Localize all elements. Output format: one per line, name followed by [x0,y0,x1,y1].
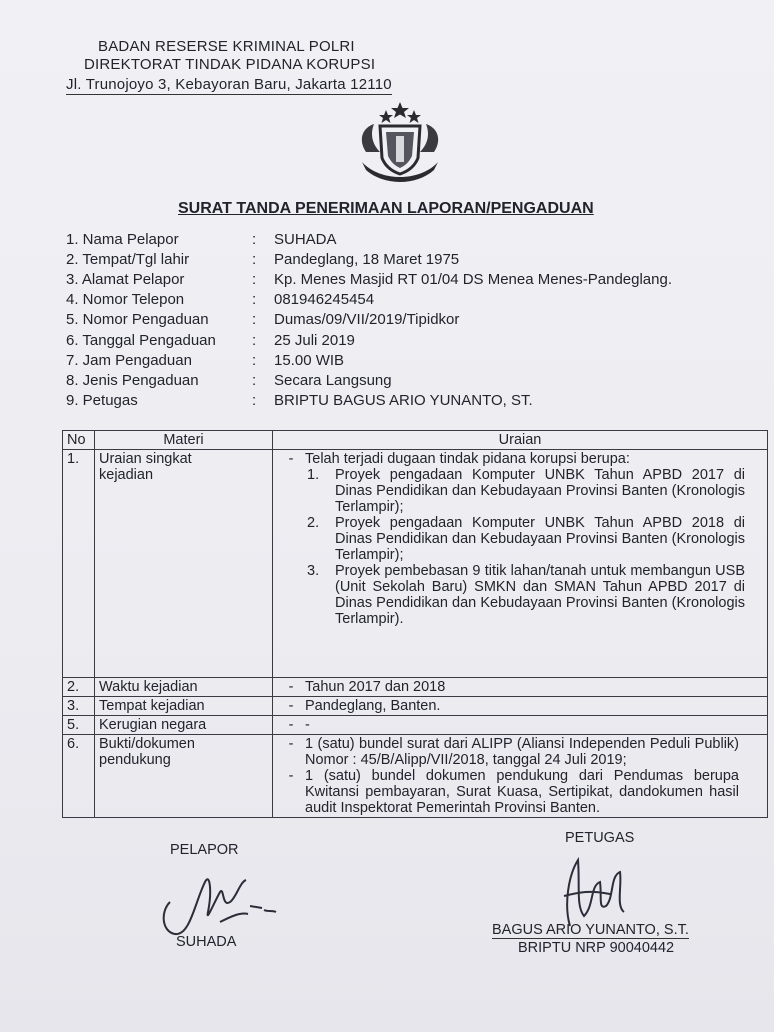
list-item-dash: - [288,768,294,784]
row-uraian [273,735,768,818]
petugas-role: PETUGAS [565,830,635,846]
field-colon: : [252,352,257,369]
col-header-no: No [63,431,95,450]
field-colon: : [252,291,257,308]
col-header-uraian: Uraian [273,431,768,450]
row-no: 1. [63,450,95,678]
pelapor-role: PELAPOR [170,842,239,858]
field-label: 5. Nomor Pengaduan [66,311,209,328]
row-dash: - [288,451,294,467]
row-uraian [273,450,768,678]
list-item-text: 1 (satu) bundel dokumen pendukung dari Pendumas berupa Kwitansi pembayaran, Surat Kuasa, Sertipikat, dandokumen hasil audit Inspektorat Pemerintah Provinsi Banten. [305,768,739,816]
row-value: Tahun 2017 dan 2018 [305,679,446,695]
header-directorate: DIREKTORAT TINDAK PIDANA KORUPSI [84,56,376,73]
project-list [277,467,745,627]
pelapor-name: SUHADA [176,934,237,950]
field-colon: : [252,311,257,328]
list-item [277,768,739,816]
list-item-text: Proyek pengadaan Komputer UNBK Tahun APBD 2017 di Dinas Pendidikan dan Kebudayaan Provinsi Banten (Kronologis Terlampir); [335,467,745,515]
row-no: 6. [63,735,95,818]
petugas-rank: BRIPTU NRP 90040442 [518,940,675,956]
field-label: 8. Jenis Pengaduan [66,372,199,389]
field-value: BRIPTU BAGUS ARIO YUNANTO, ST. [274,392,533,409]
list-item-number: 1. [307,467,320,483]
field-colon: : [252,271,257,288]
row-uraian [273,678,768,697]
table-header-row [63,431,768,450]
row-materi: Waktu kejadian [95,678,273,697]
field-value: Secara Langsung [274,372,392,389]
field-value: SUHADA [274,231,337,248]
field-colon: : [252,372,257,389]
field-label: 7. Jam Pengaduan [66,352,192,369]
row-intro: Telah terjadi dugaan tindak pidana korupsi berupa: [305,451,630,467]
field-label: 9. Petugas [66,392,138,409]
field-value: Dumas/09/VII/2019/Tipidkor [274,311,460,328]
row-value: Pandeglang, Banten. [305,698,441,714]
header-address: Jl. Trunojoyo 3, Kebayoran Baru, Jakarta 12110 [66,76,392,93]
row-dash: - [288,698,294,714]
field-value: 15.00 WIB [274,352,345,369]
row-no: 3. [63,697,95,716]
list-item-text: Proyek pembebasan 9 titik lahan/tanah untuk membangun USB (Unit Sekolah Baru) SMKN dan SMAN Tahun APBD 2017 di Dinas Pendidikan dan Kebudayaan Provinsi Banten (Kronologis Terlampir). [335,563,745,627]
field-colon: : [252,251,257,268]
row-value: - [305,717,310,733]
row-materi: Kerugian negara [95,716,273,735]
list-item-text: 1 (satu) bundel surat dari ALIPP (Aliansi Independen Peduli Publik) Nomor : 45/B/Alipp/VII/2018, tanggal 24 Juli 2019; [305,736,739,768]
report-table [62,430,768,818]
list-item [307,563,745,627]
row-dash: - [288,679,294,695]
table-row [63,678,768,697]
field-label: 2. Tempat/Tgl lahir [66,251,190,268]
petugas-name: BAGUS ARIO YUNANTO, S.T. [492,922,689,938]
row-materi: Bukti/dokumen pendukung [95,735,273,818]
field-label: 1. Nama Pelapor [66,231,179,248]
field-colon: : [252,392,257,409]
evidence-list [277,736,739,816]
list-item-number: 2. [307,515,320,531]
table-row [63,450,768,678]
col-header-materi: Materi [95,431,273,450]
field-colon: : [252,231,257,248]
list-item [277,736,739,768]
field-colon: : [252,332,257,349]
table-row [63,735,768,818]
list-item-number: 3. [307,563,320,579]
list-item-dash: - [288,736,294,752]
police-emblem-icon [350,100,450,186]
field-label: 6. Tanggal Pengaduan [66,332,216,349]
row-uraian [273,697,768,716]
field-value: Kp. Menes Masjid RT 01/04 DS Menea Menes-Pandeglang. [274,271,673,288]
table-row [63,697,768,716]
row-materi: Tempat kejadian [95,697,273,716]
field-label: 4. Nomor Telepon [66,291,185,308]
row-dash: - [288,717,294,733]
field-value: Pandeglang, 18 Maret 1975 [274,251,460,268]
list-item [307,467,745,515]
table-row [63,716,768,735]
list-item [307,515,745,563]
field-label: 3. Alamat Pelapor [66,271,185,288]
row-materi: Uraian singkat kejadian [95,450,273,678]
header-institution: BADAN RESERSE KRIMINAL POLRI [98,38,355,55]
list-item-text: Proyek pengadaan Komputer UNBK Tahun APBD 2018 di Dinas Pendidikan dan Kebudayaan Provinsi Banten (Kronologis Terlampir); [335,515,745,563]
document-title: SURAT TANDA PENERIMAAN LAPORAN/PENGADUAN [178,200,594,217]
row-uraian [273,716,768,735]
pelapor-signature-icon [150,862,290,942]
row-no: 2. [63,678,95,697]
row-no: 5. [63,716,95,735]
field-value: 081946245454 [274,291,375,308]
field-value: 25 Juli 2019 [274,332,355,349]
